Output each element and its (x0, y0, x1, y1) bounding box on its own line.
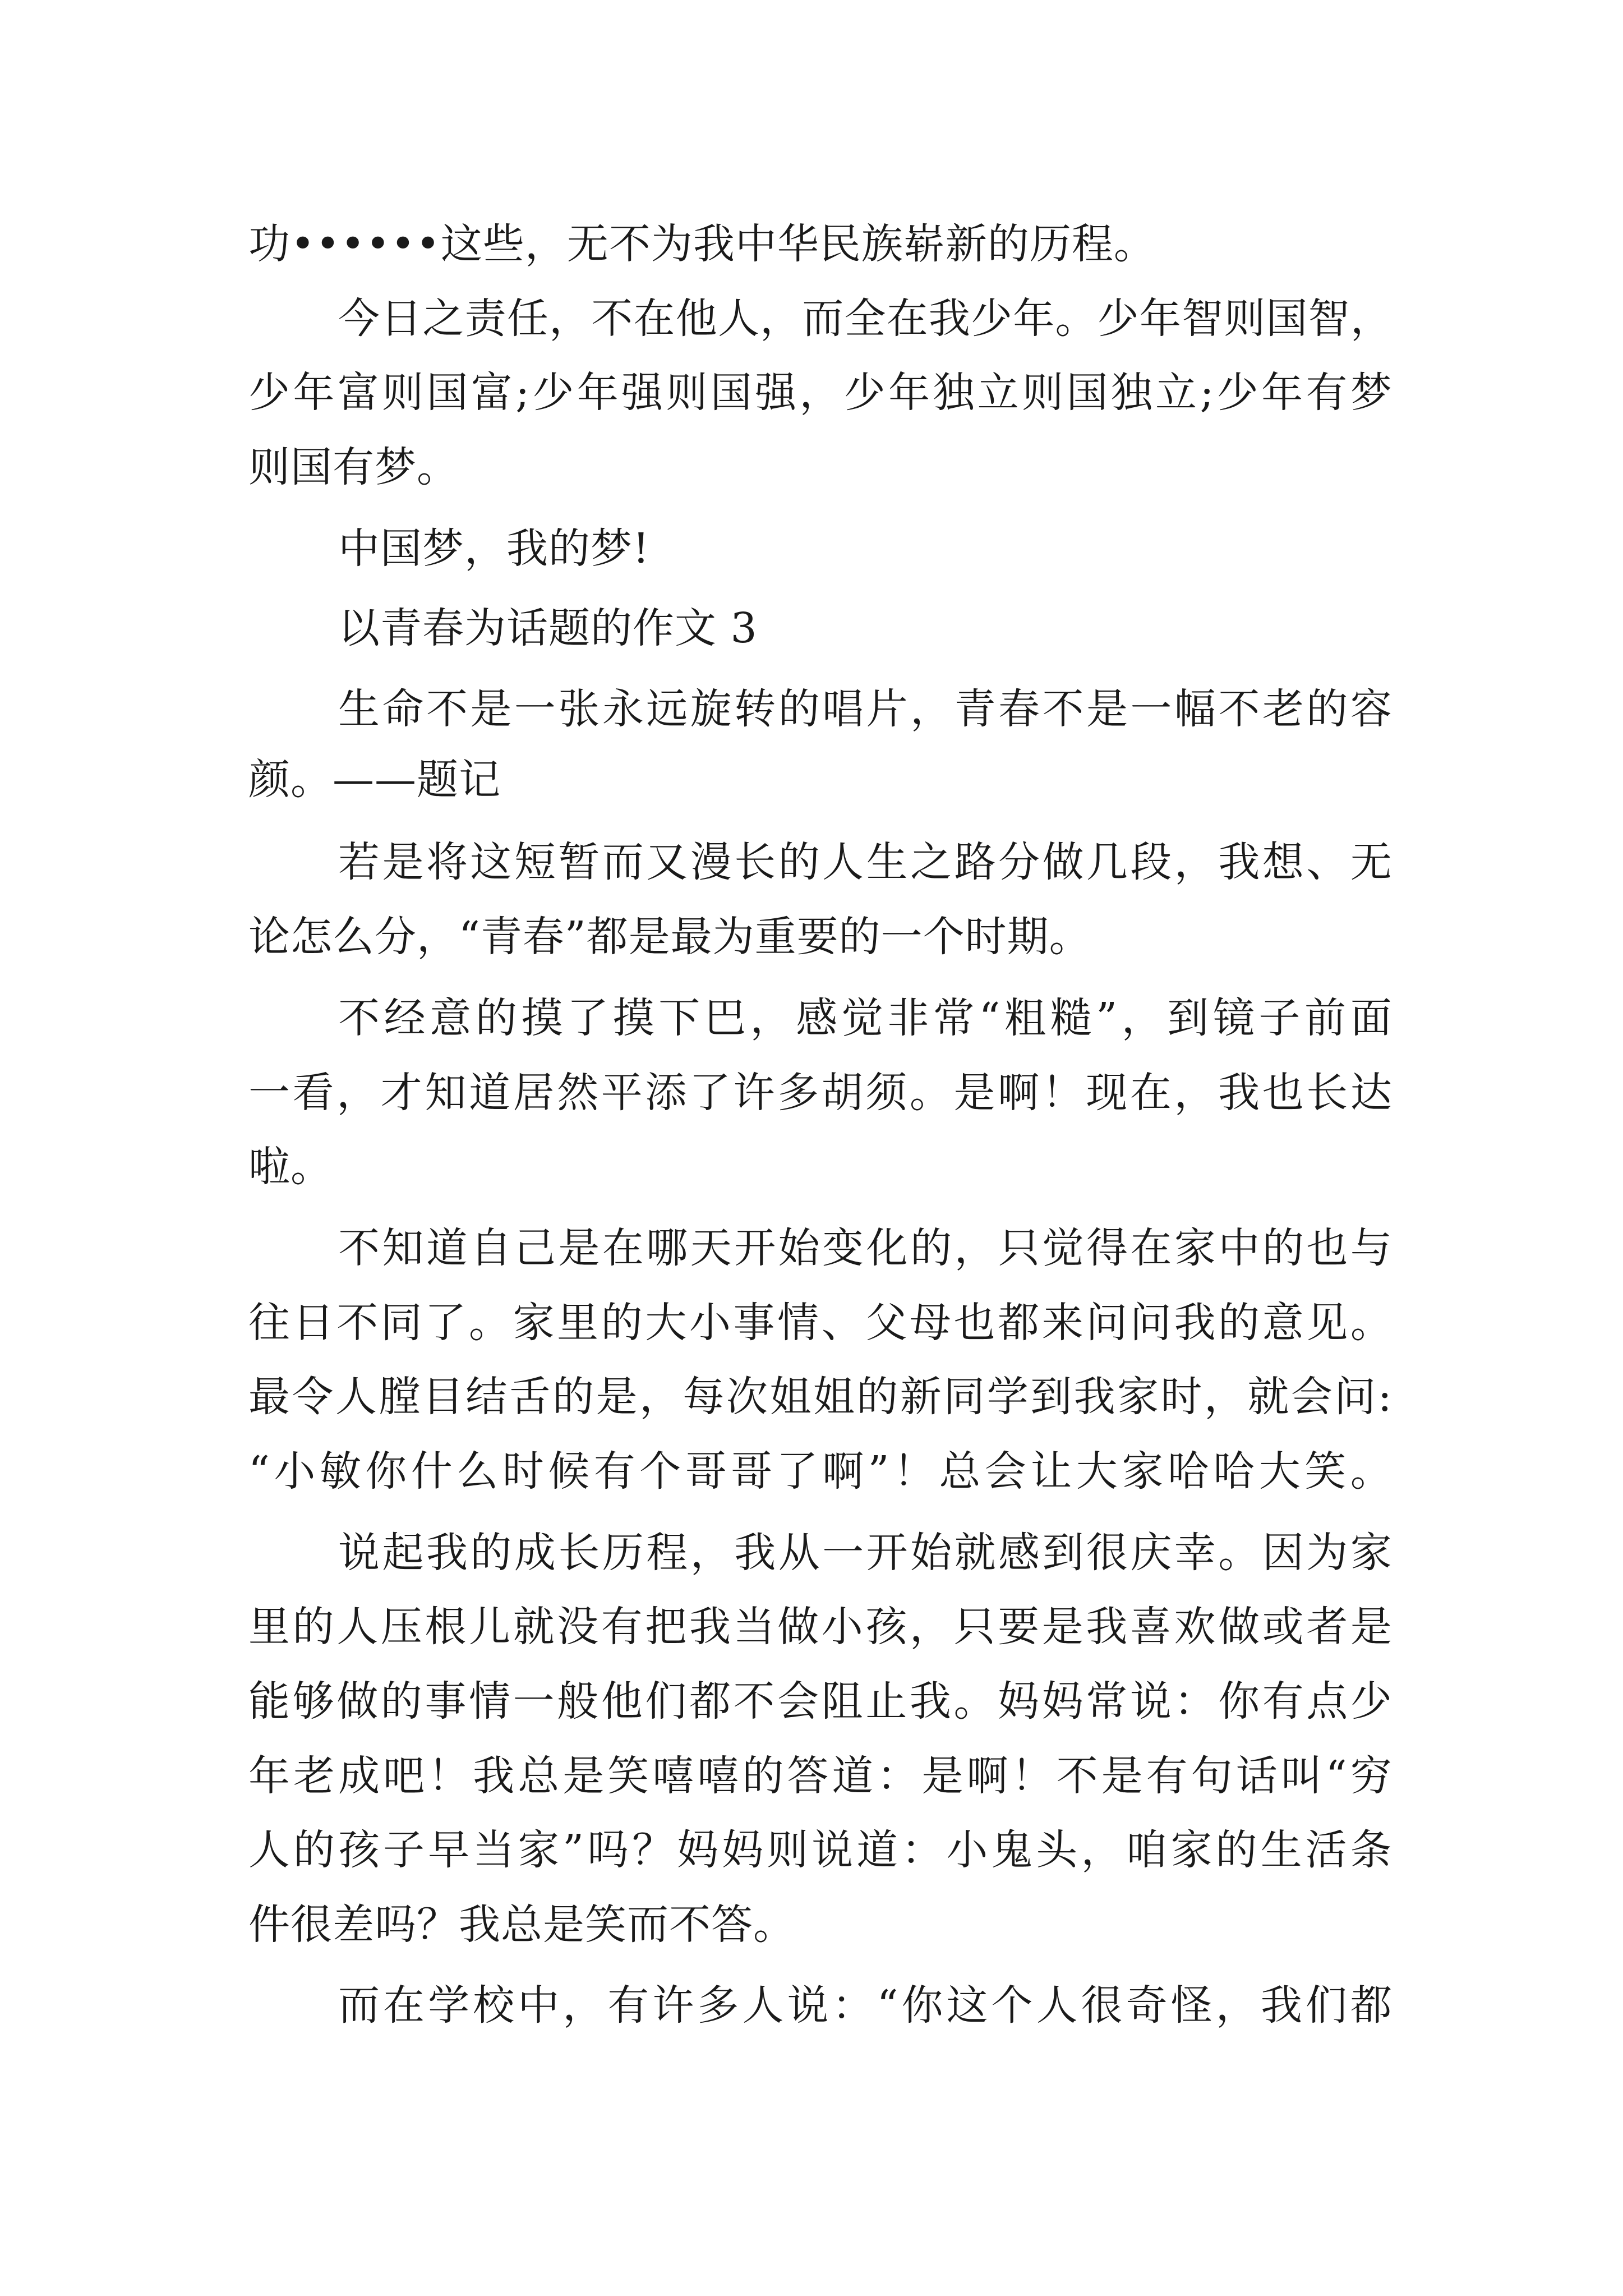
text-line: 一 看 ， 才 知 道 居 然 平 添 了 许 多 胡 须 。 是 啊 ！ 现 在 ， 我 也 长 达 (248, 1069, 1393, 1117)
text-line: 年 老 成 吧 ！ 我 总 是 笑 嘻 嘻 的 答 道 ： 是 啊 ！ 不 是 有 句 话 叫 “ 穷 (248, 1752, 1393, 1800)
text-line: 少 年 富 则 国 富 ; 少 年 强 则 国 强 ， 少 年 独 立 则 国 独 立 ; 少 年 有 梦 (248, 369, 1393, 417)
text-line: 而 在 学 校 中 ， 有 许 多 人 说 ： “ 你 这 个 人 很 奇 怪 ， 我 们 都 (338, 1981, 1393, 2030)
text-line: 里 的 人 压 根 儿 就 没 有 把 我 当 做 小 孩 ， 只 要 是 我 喜 欢 做 或 者 是 (248, 1603, 1393, 1651)
text-line: 论怎么分，“青春”都是最为重要的一个时期。 (248, 913, 1091, 961)
text-line: 件很差吗？我总是笑而不答。 (248, 1901, 795, 1949)
section-heading: 以青春为话题的作文 3 (338, 604, 758, 652)
text-line: 人 的 孩 子 早 当 家 ” 吗 ？ 妈 妈 则 说 道 ： 小 鬼 头 ， 咱 家 的 生 活 条 (248, 1826, 1393, 1874)
text-line: 功••••••这些，无不为我中华民族崭新的历程。 (248, 220, 1156, 268)
text-line: 啦。 (248, 1143, 333, 1191)
text-line: “ 小 敏 你 什 么 时 候 有 个 哥 哥 了 啊 ” ！ 总 会 让 大 家 哈 哈 大 笑 。 (248, 1447, 1393, 1496)
text-line: 不 经 意 的 摸 了 摸 下 巴 ， 感 觉 非 常 “ 粗 糙 ” ， 到 镜 子 前 面 (338, 994, 1393, 1042)
text-line: 颜。——题记 (248, 756, 501, 804)
text-line: 则国有梦。 (248, 443, 459, 491)
text-line: 能 够 做 的 事 情 一 般 他 们 都 不 会 阻 止 我 。 妈 妈 常 说 ： 你 有 点 少 (248, 1677, 1393, 1726)
text-line: 最 令 人 膛 目 结 舌 的 是 ， 每 次 姐 姐 的 新 同 学 到 我 家 时 ， 就 会 问 : (248, 1373, 1393, 1421)
text-line: 今 日 之 责 任 ， 不 在 他 人 ， 而 全 在 我 少 年 。 少 年 智 则 国 智 ， (338, 295, 1393, 343)
text-line: 往 日 不 同 了 。 家 里 的 大 小 事 情 、 父 母 也 都 来 问 问 我 的 意 见 。 (248, 1299, 1393, 1347)
text-line: 说 起 我 的 成 长 历 程 ， 我 从 一 开 始 就 感 到 很 庆 幸 。 因 为 家 (338, 1529, 1393, 1577)
text-line: 若 是 将 这 短 暂 而 又 漫 长 的 人 生 之 路 分 做 几 段 ， 我 想 、 无 (338, 838, 1393, 886)
text-line: 不 知 道 自 己 是 在 哪 天 开 始 变 化 的 ， 只 觉 得 在 家 中 的 也 与 (338, 1224, 1393, 1272)
text-line: 中国梦，我的梦! (338, 524, 650, 573)
text-line: 生 命 不 是 一 张 永 远 旋 转 的 唱 片 ， 青 春 不 是 一 幅 不 老 的 容 (338, 685, 1393, 733)
